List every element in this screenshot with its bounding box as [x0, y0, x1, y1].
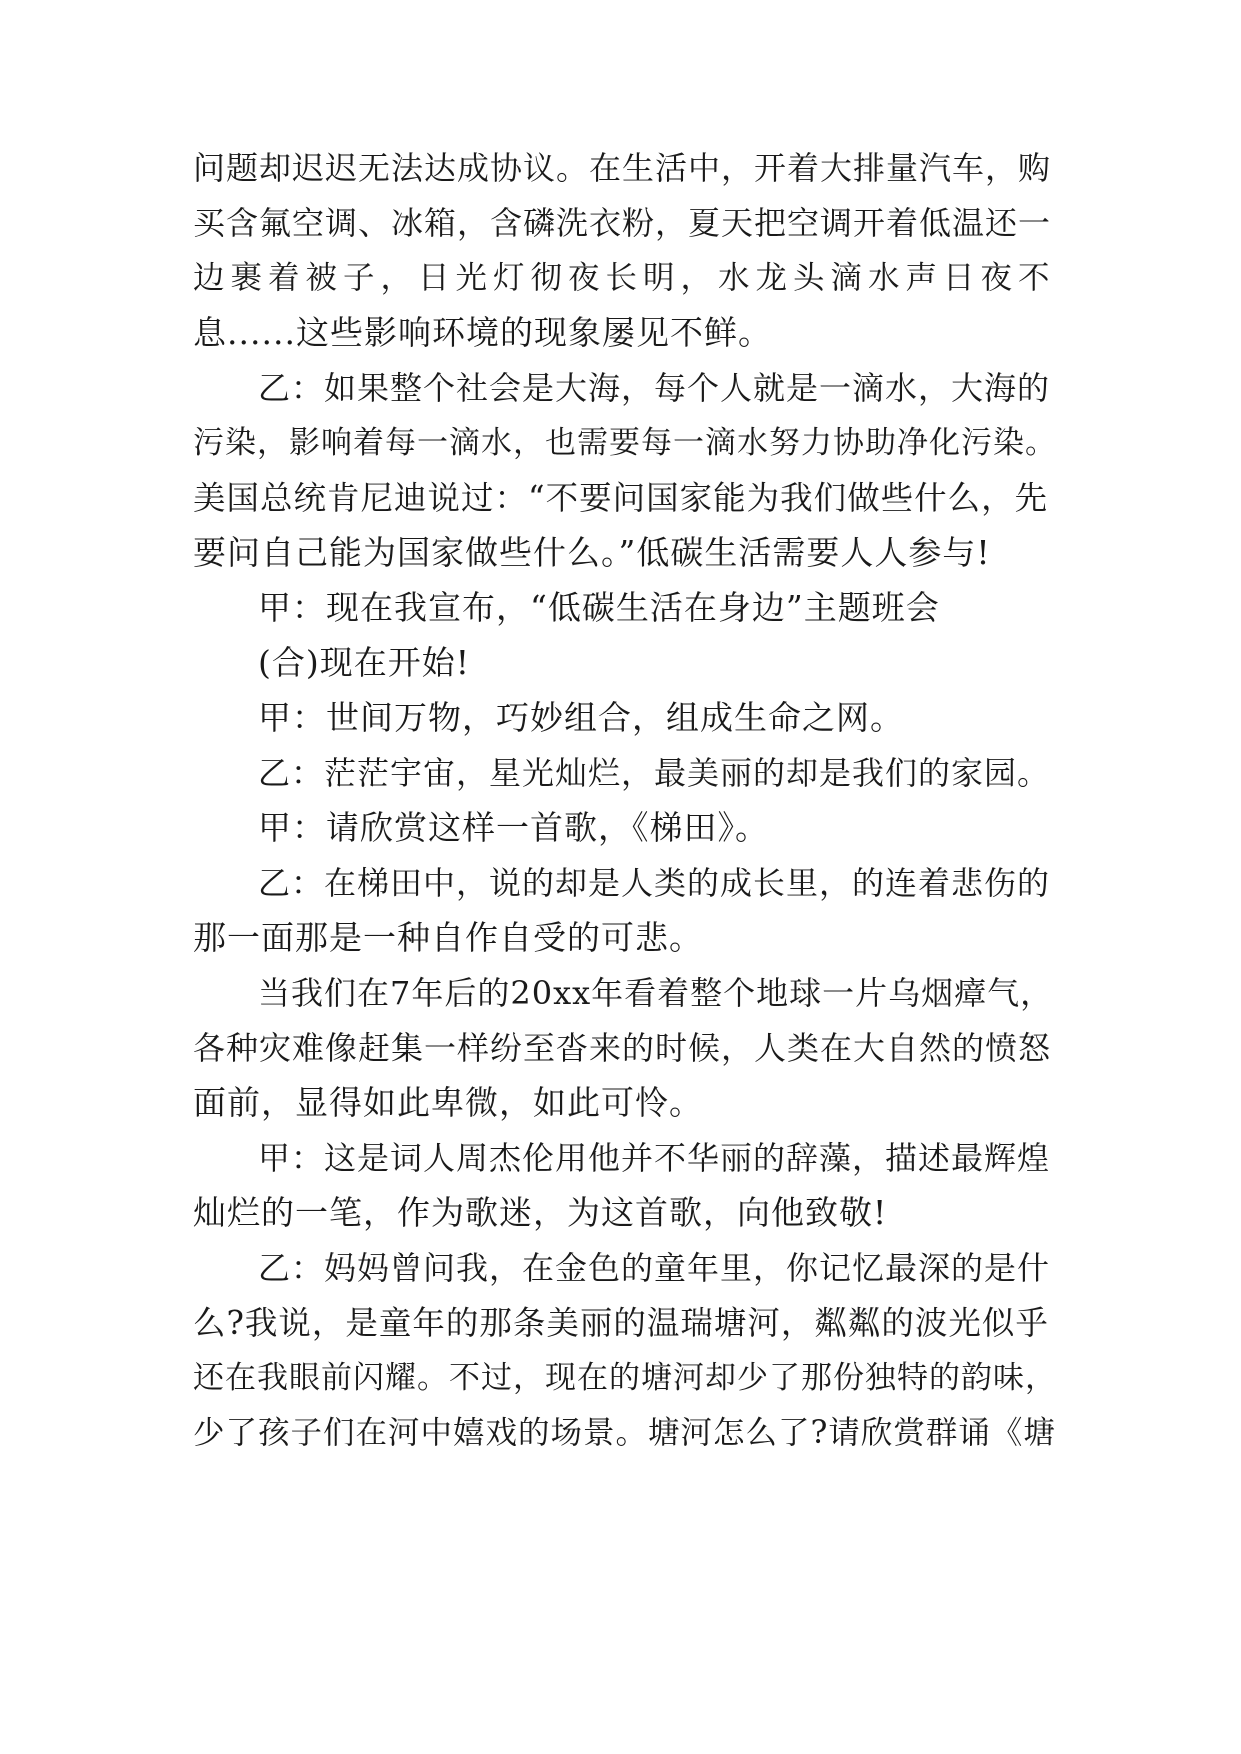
text-line: (合)现在开始! — [258, 643, 471, 682]
text-line: 乙：如果整个社会是大海，每个人就是一滴水，大海的 — [258, 369, 1051, 407]
text-line: 乙：茫茫宇宙，星光灿烂，最美丽的却是我们的家园。 — [258, 754, 1051, 792]
text-line: 乙：在梯田中，说的却是人类的成长里，的连着悲伤的 — [258, 864, 1051, 902]
text-line: 美国总统肯尼迪说过：“不要问国家能为我们做些什么，先 — [193, 479, 1049, 517]
text-line: 甲：现在我宣布，“低碳生活在身边”主题班会 — [258, 588, 940, 627]
text-line: 乙：妈妈曾问我，在金色的童年里，你记忆最深的是什 — [258, 1249, 1051, 1287]
text-line: 污染，影响着每一滴水，也需要每一滴水努力协助净化污染。 — [193, 425, 1057, 461]
text-line: 那一面那是一种自作自受的可悲。 — [193, 918, 703, 957]
text-line: 灿烂的一笔，作为歌迷，为这首歌，向他致敬! — [193, 1193, 888, 1232]
text-line: 要问自己能为国家做些什么。”低碳生活需要人人参与! — [193, 533, 991, 572]
text-line: 还在我眼前闪耀。不过，现在的塘河却少了那份独特的韵味， — [193, 1360, 1057, 1396]
text-line: 边裹着被子，日光灯彻夜长明，水龙头滴水声日夜不 — [193, 260, 1056, 296]
text-line: 买含氟空调、冰箱，含磷洗衣粉，夏天把空调开着低温还一 — [193, 204, 1052, 242]
text-line: 少了孩子们在河中嬉戏的场景。塘河怎么了?请欣赏群诵《塘 — [193, 1415, 1056, 1451]
text-line: 甲：这是词人周杰伦用他并不华丽的辞藻，描述最辉煌 — [258, 1139, 1051, 1177]
text-line: 各种灾难像赶集一样纷至沓来的时候，人类在大自然的愤怒 — [193, 1029, 1052, 1067]
text-line: 问题却迟迟无法达成协议。在生活中，开着大排量汽车，购 — [193, 149, 1052, 187]
text-line: 息......这些影响环境的现象屡见不鲜。 — [193, 313, 772, 352]
text-line: 面前，显得如此卑微，如此可怜。 — [193, 1083, 703, 1122]
text-line: 甲：世间万物，巧妙组合，组成生命之网。 — [258, 698, 904, 737]
text-line: 当我们在7年后的20xx年看着整个地球一片乌烟瘴气， — [258, 974, 1054, 1012]
text-line: 么?我说，是童年的那条美丽的温瑞塘河，粼粼的波光似乎 — [193, 1304, 1049, 1342]
text-line: 甲：请欣赏这样一首歌，《梯田》。 — [258, 808, 769, 847]
